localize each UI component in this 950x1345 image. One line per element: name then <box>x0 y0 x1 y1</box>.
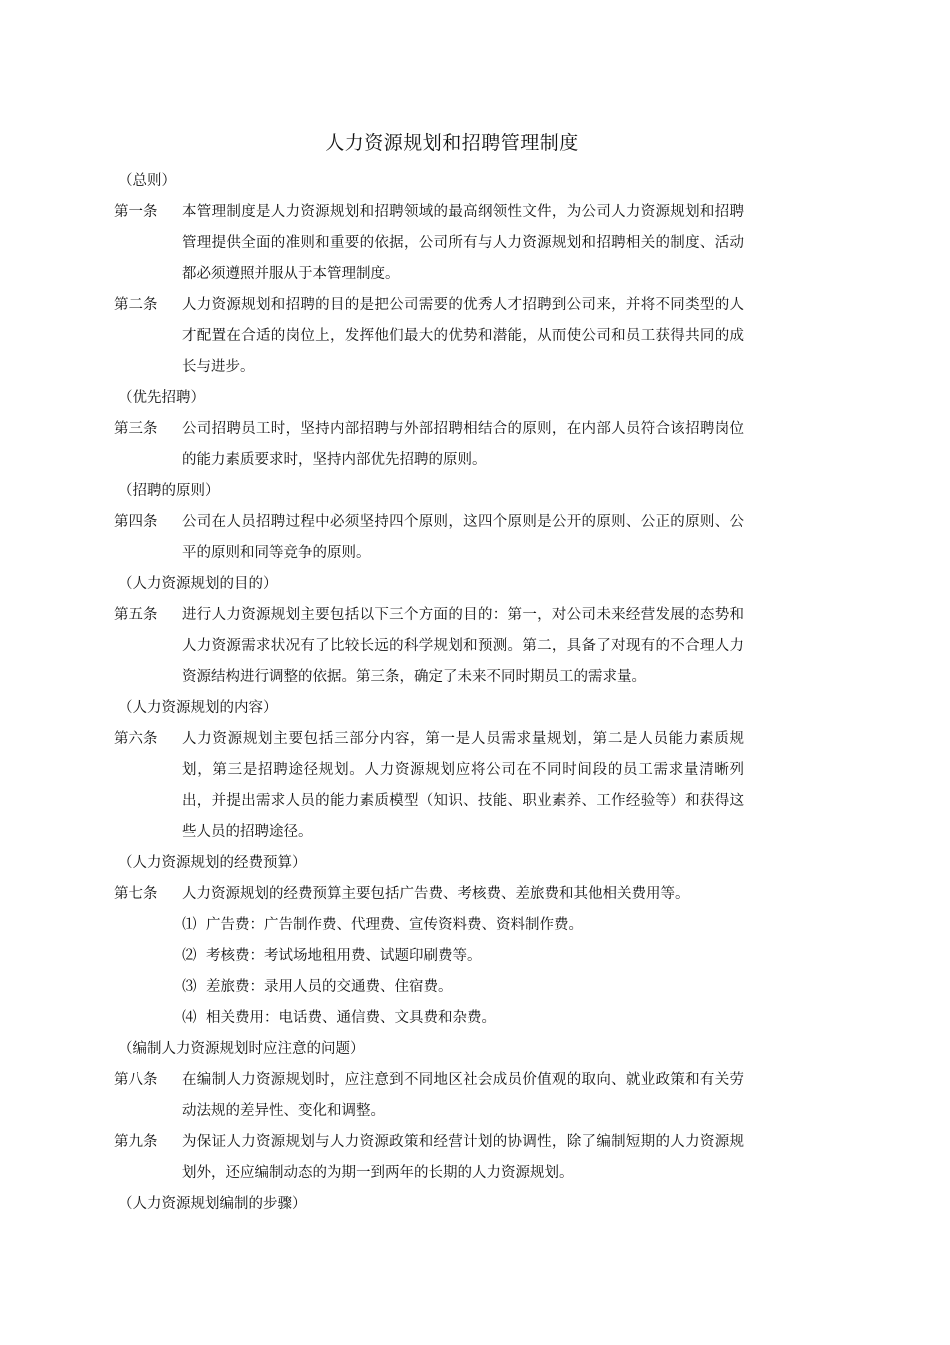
article-text: 为保证人力资源规划与人力资源政策和经营计划的协调性，除了编制短期的人力资源规划外，还应编制动态的为期一到两年的长期的人力资源规划。 <box>182 1134 744 1181</box>
list-item-text: 相关费用：电话费、通信费、文具费和杂费。 <box>206 1010 496 1026</box>
list-item-number: ⑶ <box>182 979 197 995</box>
section-heading: （优先招聘） <box>118 390 205 406</box>
article-text: 在编制人力资源规划时，应注意到不同地区社会成员价值观的取向、就业政策和有关劳动法规的差异性、变化和调整。 <box>182 1072 744 1119</box>
document-title: 人力资源规划和招聘管理制度 <box>325 132 579 154</box>
article-number: 第四条 <box>114 514 158 530</box>
article-text: 公司在人员招聘过程中必须坚持四个原则，这四个原则是公开的原则、公正的原则、公平的原则和同等竞争的原则。 <box>182 514 744 561</box>
section-heading: （人力资源规划编制的步骤） <box>118 1196 307 1212</box>
section-heading: （招聘的原则） <box>118 483 220 499</box>
article <box>114 879 744 910</box>
section-heading: （总则） <box>118 173 176 189</box>
list-item-text: 差旅费：录用人员的交通费、住宿费。 <box>206 979 453 995</box>
document-body <box>114 166 744 1220</box>
article-text: 人力资源规划和招聘的目的是把公司需要的优秀人才招聘到公司来，并将不同类型的人才配置在合适的岗位上，发挥他们最大的优势和潜能，从而使公司和员工获得共同的成长与进步。 <box>182 297 744 375</box>
article-number: 第一条 <box>114 204 158 220</box>
article <box>114 414 744 476</box>
article-number: 第五条 <box>114 607 158 623</box>
article <box>114 507 744 569</box>
list-item-number: ⑷ <box>182 1010 197 1026</box>
section-heading: （人力资源规划的经费预算） <box>118 855 307 871</box>
list-item-number: ⑴ <box>182 917 197 933</box>
list-item <box>114 972 744 1003</box>
article-text: 进行人力资源规划主要包括以下三个方面的目的：第一，对公司未来经营发展的态势和人力资源需求状况有了比较长远的科学规划和预测。第二，具备了对现有的不合理人力资源结构进行调整的依据。第三条，确定了未来不同时期员工的需求量。 <box>182 607 744 685</box>
article-number: 第三条 <box>114 421 158 437</box>
article-text: 人力资源规划主要包括三部分内容，第一是人员需求量规划，第二是人员能力素质规划，第三是招聘途径规划。人力资源规划应将公司在不同时间段的员工需求量清晰列出，并提出需求人员的能力素质模型（知识、技能、职业素养、工作经验等）和获得这些人员的招聘途径。 <box>182 731 744 840</box>
list-item <box>114 1003 744 1034</box>
article-number: 第九条 <box>114 1134 158 1150</box>
list-item <box>114 910 744 941</box>
article-number: 第六条 <box>114 731 158 747</box>
article <box>114 1065 744 1127</box>
section-heading: （编制人力资源规划时应注意的问题） <box>118 1041 365 1057</box>
list-item <box>114 941 744 972</box>
article-number: 第八条 <box>114 1072 158 1088</box>
article-text: 人力资源规划的经费预算主要包括广告费、考核费、差旅费和其他相关费用等。 <box>182 886 690 902</box>
article <box>114 724 744 848</box>
section-heading: （人力资源规划的目的） <box>118 576 278 592</box>
list-item-text: 考核费：考试场地租用费、试题印刷费等。 <box>206 948 482 964</box>
article-number: 第七条 <box>114 886 158 902</box>
article-text: 公司招聘员工时，坚持内部招聘与外部招聘相结合的原则，在内部人员符合该招聘岗位的能力素质要求时，坚持内部优先招聘的原则。 <box>182 421 744 468</box>
article <box>114 290 744 383</box>
list-item-text: 广告费：广告制作费、代理费、宣传资料费、资料制作费。 <box>206 917 583 933</box>
article-number: 第二条 <box>114 297 158 313</box>
article <box>114 1127 744 1189</box>
list-item-number: ⑵ <box>182 948 197 964</box>
article <box>114 600 744 693</box>
article <box>114 197 744 290</box>
section-heading: （人力资源规划的内容） <box>118 700 278 716</box>
article-text: 本管理制度是人力资源规划和招聘领域的最高纲领性文件，为公司人力资源规划和招聘管理提供全面的准则和重要的依据，公司所有与人力资源规划和招聘相关的制度、活动都必须遵照并服从于本管理制度。 <box>182 204 744 282</box>
